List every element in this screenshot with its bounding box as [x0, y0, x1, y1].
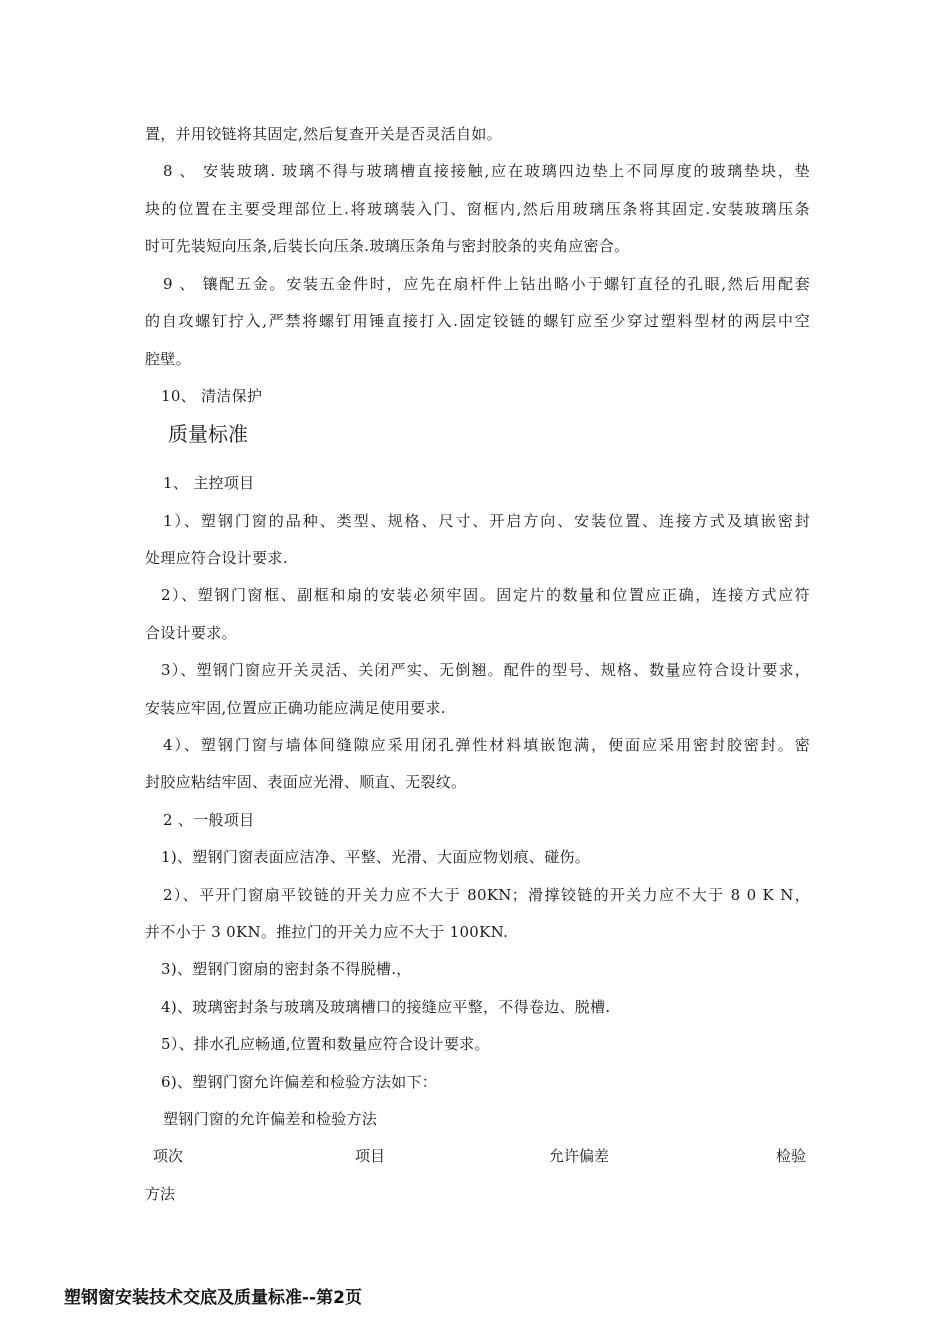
paragraph-line: 安装应牢固,位置应正确功能应满足使用要求.	[145, 699, 446, 717]
paragraph-line: 5）、排水孔应畅通,位置和数量应符合设计要求。	[161, 1035, 490, 1053]
paragraph-line: 1）、塑钢门窗的品种、类型、规格、尺寸、开启方向、安装位置、连接方式及填嵌密封	[163, 512, 810, 530]
table-header-cell: 允许偏差	[549, 1147, 610, 1165]
paragraph-line: 合设计要求。	[145, 624, 237, 642]
paragraph-line: 置，并用铰链将其固定,然后复查开关是否灵活自如。	[145, 125, 502, 143]
paragraph-line: 1)、塑钢门窗表面应洁净、平整、光滑、大面应物划痕、碰伤。	[161, 848, 591, 866]
table-header-cell: 检验	[776, 1147, 807, 1165]
paragraph-line: 4）、塑钢门窗与墙体间缝隙应采用闭孔弹性材料填嵌饱满，便面应采用密封胶密封。密	[163, 736, 810, 754]
paragraph-line: 封胶应粘结牢固、表面应光滑、顺直、无裂纹。	[145, 773, 467, 791]
section-heading: 质量标准	[168, 422, 248, 446]
paragraph-line: 9 、 镶配五金。安装五金件时，应先在扇杆件上钻出略小于螺钉直径的孔眼,然后用配套	[163, 275, 810, 293]
paragraph-line: 的自攻螺钉拧入,严禁将螺钉用锤直接打入.固定铰链的螺钉应至少穿过塑料型材的两层中空	[145, 312, 810, 330]
table-header-cell: 项目	[355, 1147, 386, 1165]
paragraph-line: 3）、塑钢门窗应开关灵活、关闭严实、无倒翘。配件的型号、规格、数量应符合设计要求，	[161, 661, 810, 679]
page-footer: 塑钢窗安装技术交底及质量标准--第2页	[64, 1288, 362, 1308]
paragraph-line: 块的位置在主要受理部位上.将玻璃装入门、窗框内,然后用玻璃压条将其固定.安装玻璃压条	[145, 200, 810, 218]
paragraph-line: 4)、玻璃密封条与玻璃及玻璃槽口的接缝应平整，不得卷边、脱槽.	[161, 998, 611, 1016]
paragraph-line: 腔壁。	[145, 350, 191, 368]
paragraph-line: 8 、 安装玻璃. 玻璃不得与玻璃槽直接接触,应在玻璃四边垫上不同厚度的玻璃垫块，垫	[163, 162, 810, 180]
paragraph-line: 1、 主控项目	[163, 474, 255, 492]
paragraph-line: 3)、塑钢门窗扇的密封条不得脱槽.，	[161, 960, 412, 978]
paragraph-line: 时可先装短向压条,后装长向压条.玻璃压条角与密封胶条的夹角应密合。	[145, 237, 630, 255]
paragraph-line: 2 、一般项目	[163, 811, 255, 829]
paragraph-line: 2）、平开门窗扇平铰链的开关力应不大于 80KN；滑撑铰链的开关力应不大于 8 0 K N，	[163, 886, 810, 904]
table-title: 塑钢门窗的允许偏差和检验方法	[163, 1110, 378, 1128]
paragraph-line: 处理应符合设计要求.	[145, 549, 288, 567]
table-header-cell-wrap: 方法	[145, 1185, 176, 1203]
paragraph-line: 并不小于 3 0KN。推拉门的开关力应不大于 100KN.	[145, 923, 509, 941]
paragraph-line: 10、 清洁保护	[161, 387, 263, 405]
table-header-cell: 项次	[153, 1147, 184, 1165]
paragraph-line: 6)、塑钢门窗允许偏差和检验方法如下：	[161, 1073, 438, 1091]
paragraph-line: 2）、塑钢门窗框、副框和扇的安装必须牢固。固定片的数量和位置应正确，连接方式应符	[161, 586, 810, 604]
